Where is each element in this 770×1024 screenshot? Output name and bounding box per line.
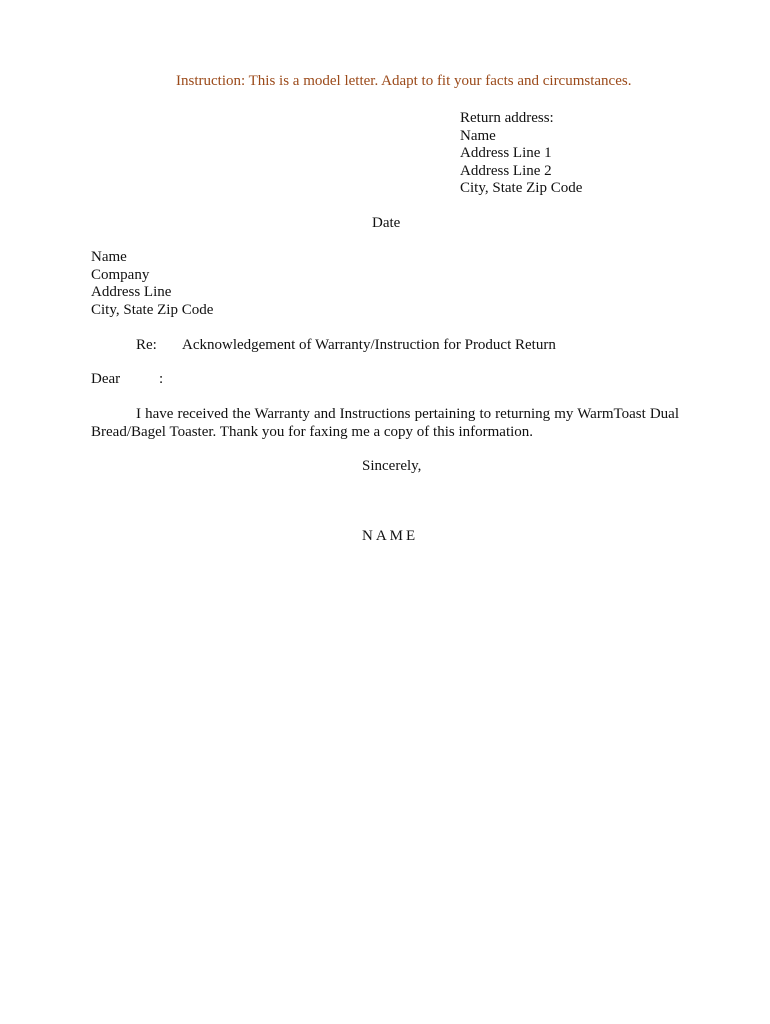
re-subject: Acknowledgement of Warranty/Instruction for Product Return bbox=[182, 337, 556, 353]
closing: Sincerely, bbox=[362, 458, 422, 474]
recipient-address-block bbox=[91, 249, 213, 319]
re-label: Re: bbox=[136, 337, 157, 353]
return-address-name: Name bbox=[460, 127, 496, 144]
instruction-note: Instruction: This is a model letter. Adapt to fit your facts and circumstances. bbox=[176, 73, 632, 89]
return-address-city-state-zip: City, State Zip Code bbox=[460, 180, 583, 196]
salutation-dear: Dear bbox=[91, 371, 121, 387]
return-address-heading: Return address: bbox=[460, 110, 554, 126]
recipient-name: Name bbox=[91, 249, 127, 265]
return-address-line-2: Address Line 2 bbox=[460, 162, 552, 179]
recipient-city-state-zip: City, State Zip Code bbox=[91, 301, 214, 318]
recipient-company: Company bbox=[91, 266, 150, 283]
signature-name: NAME bbox=[362, 528, 419, 544]
letter-date: Date bbox=[372, 215, 401, 231]
recipient-address-line: Address Line bbox=[91, 284, 172, 300]
return-address-block bbox=[460, 110, 582, 198]
salutation-colon: : bbox=[159, 371, 164, 387]
letter-body-paragraph: I have received the Warranty and Instructions pertaining to returning my WarmToast Dual Bread/Bagel Toaster. Thank you for faxing me a copy of this information. bbox=[91, 406, 679, 440]
return-address-line-1: Address Line 1 bbox=[460, 145, 552, 161]
